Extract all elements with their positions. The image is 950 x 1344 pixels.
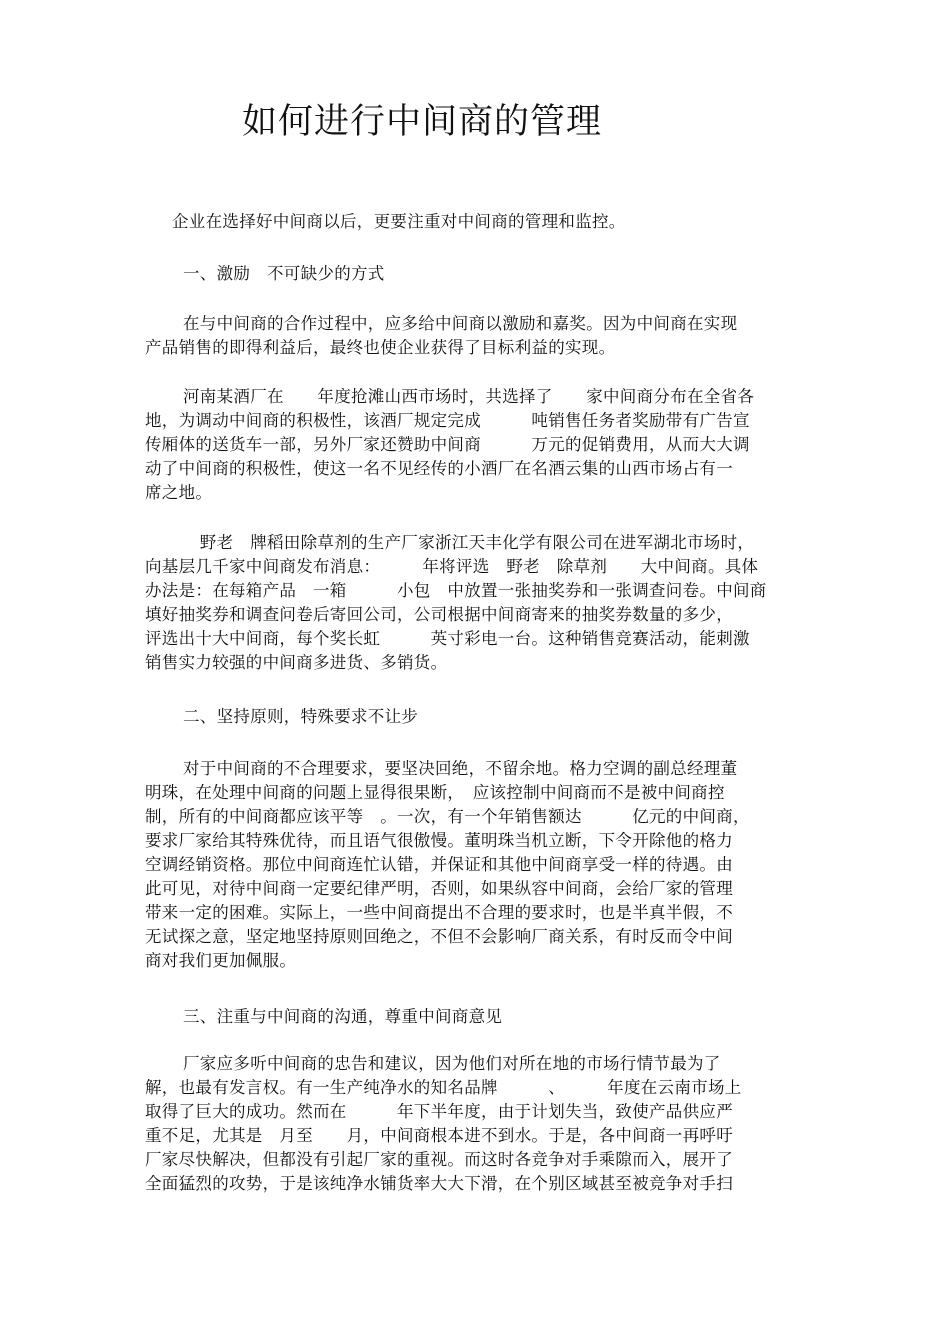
paragraph-line: 取得了巨大的成功。然而在 年下半年度，由于计划失当，致使产品供应严 (145, 1102, 733, 1121)
document-title: 如何进行中间商的管理 (242, 102, 603, 142)
paragraph-line: 席之地。 (145, 483, 213, 502)
section-heading-principles: 二、坚持原则，特殊要求不让步 (183, 707, 419, 726)
paragraph-line: 全面猛烈的攻势，于是该纯净水铺货率大大下滑，在个别区域甚至被竞争对手扫 (145, 1174, 733, 1193)
paragraph-line: 野老 牌稻田除草剂的生产厂家浙江天丰化学有限公司在进军湖北市场时， (183, 533, 755, 552)
paragraph-line: 重不足，尤其是 月至 月，中间商根本进不到水。于是，各中间商一再呼吁 (145, 1126, 733, 1145)
paragraph-line: 地，为调动中间商的积极性，该酒厂规定完成 吨销售任务者奖励带有广告宣 (145, 411, 750, 430)
paragraph-line: 向基层几千家中间商发布消息： 年将评选 野老 除草剂 大中间商。具体 (145, 557, 759, 576)
paragraph-line: 此可见，对待中间商一定要纪律严明，否则，如果纵容中间商，会给厂家的管理 (145, 879, 733, 898)
intro-paragraph: 企业在选择好中间商以后，更要注重对中间商的管理和监控。 (172, 212, 626, 231)
paragraph-line: 填好抽奖券和调查问卷后寄回公司，公司根据中间商寄来的抽奖券数量的多少， (145, 605, 733, 624)
paragraph-line: 无试探之意，坚定地坚持原则回绝之，不但不会影响厂商关系，有时反而令中间 (145, 927, 733, 946)
paragraph-line: 制，所有的中间商都应该平等 。一次，有一个年销售额达 亿元的中间商， (145, 807, 750, 826)
paragraph-line: 厂家尽快解决，但都没有引起厂家的重视。而这时各竞争对手乘隙而入，展开了 (145, 1150, 733, 1169)
paragraph-line: 明珠，在处理中间商的问题上显得很果断， 应该控制中间商而不是被中间商控 (145, 783, 725, 802)
paragraph-line: 河南某酒厂在 年度抢滩山西市场时，共选择了 家中间商分布在全省各 (183, 387, 755, 406)
paragraph-line: 厂家应多听中间商的忠告和建议，因为他们对所在地的市场行情节最为了 (183, 1054, 721, 1073)
paragraph-line: 在与中间商的合作过程中，应多给中间商以激励和嘉奖。因为中间商在实现 (183, 314, 738, 333)
section-heading-communication: 三、注重与中间商的沟通，尊重中间商意见 (183, 1007, 503, 1026)
paragraph-line: 办法是：在每箱产品 一箱 小包 中放置一张抽奖券和一张调查问卷。中间商 (145, 581, 767, 600)
paragraph-line: 传厢体的送货车一部，另外厂家还赞助中间商 万元的促销费用，从而大大调 (145, 435, 750, 454)
paragraph-line: 带来一定的困难。实际上，一些中间商提出不合理的要求时，也是半真半假，不 (145, 903, 733, 922)
paragraph-line: 解，也最有发言权。有一生产纯净水的知名品牌 、 年度在云南市场上 (145, 1078, 742, 1097)
paragraph-line: 销售实力较强的中间商多进货、多销货。 (145, 653, 448, 672)
paragraph-line: 空调经销资格。那位中间商连忙认错，并保证和其他中间商享受一样的待遇。由 (145, 855, 733, 874)
paragraph-line: 动了中间商的积极性，使这一名不见经传的小酒厂在名酒云集的山西市场占有一 (145, 459, 733, 478)
paragraph-line: 商对我们更加佩服。 (145, 951, 297, 970)
paragraph-line: 对于中间商的不合理要求，要坚决回绝，不留余地。格力空调的副总经理董 (183, 759, 738, 778)
paragraph-line: 评选出十大中间商，每个奖长虹 英寸彩电一台。这种销售竞赛活动，能刺激 (145, 629, 750, 648)
paragraph-line: 产品销售的即得利益后，最终也使企业获得了目标利益的实现。 (145, 338, 616, 357)
section-heading-incentive: 一、激励 不可缺少的方式 (183, 264, 385, 283)
paragraph-line: 要求厂家给其特殊优待，而且语气很傲慢。董明珠当机立断，下令开除他的格力 (145, 831, 733, 850)
